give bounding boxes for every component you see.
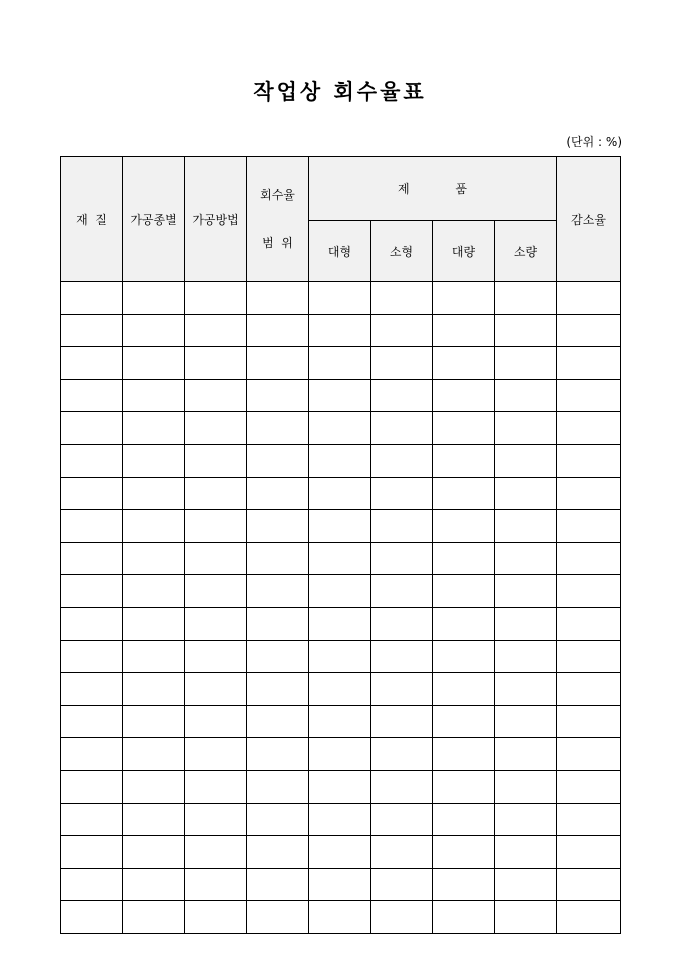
table-cell[interactable] xyxy=(61,314,123,347)
header-reduction-rate: 감소율 xyxy=(557,157,621,282)
table-cell[interactable] xyxy=(123,575,185,608)
table-cell[interactable] xyxy=(247,705,309,738)
table-cell[interactable] xyxy=(61,282,123,315)
table-cell[interactable] xyxy=(247,314,309,347)
table-cell[interactable] xyxy=(557,444,621,477)
table-cell[interactable] xyxy=(61,836,123,869)
table-cell[interactable] xyxy=(495,444,557,477)
table-cell[interactable] xyxy=(185,705,247,738)
table-cell[interactable] xyxy=(371,770,433,803)
table-cell[interactable] xyxy=(185,673,247,706)
table-row xyxy=(61,738,621,771)
table-cell[interactable] xyxy=(123,314,185,347)
table-cell[interactable] xyxy=(495,575,557,608)
table-cell[interactable] xyxy=(433,738,495,771)
table-cell[interactable] xyxy=(495,836,557,869)
table-cell[interactable] xyxy=(185,836,247,869)
table-cell[interactable] xyxy=(433,803,495,836)
table-cell[interactable] xyxy=(433,673,495,706)
table-cell[interactable] xyxy=(247,575,309,608)
table-cell[interactable] xyxy=(61,510,123,543)
table-cell[interactable] xyxy=(185,770,247,803)
table-cell[interactable] xyxy=(309,575,371,608)
table-cell[interactable] xyxy=(309,542,371,575)
table-cell[interactable] xyxy=(61,705,123,738)
table-cell[interactable] xyxy=(433,640,495,673)
table-cell[interactable] xyxy=(123,640,185,673)
table-cell[interactable] xyxy=(557,901,621,934)
table-cell[interactable] xyxy=(185,444,247,477)
table-row xyxy=(61,477,621,510)
table-row xyxy=(61,412,621,445)
table-cell[interactable] xyxy=(371,412,433,445)
table-cell[interactable] xyxy=(123,282,185,315)
header-product-large: 대형 xyxy=(309,221,371,282)
table-cell[interactable] xyxy=(495,412,557,445)
table-cell[interactable] xyxy=(371,901,433,934)
table-cell[interactable] xyxy=(123,477,185,510)
table-cell[interactable] xyxy=(371,444,433,477)
table-cell[interactable] xyxy=(557,705,621,738)
table-cell[interactable] xyxy=(557,314,621,347)
table-cell[interactable] xyxy=(123,738,185,771)
table-cell[interactable] xyxy=(123,901,185,934)
table-cell[interactable] xyxy=(433,901,495,934)
table-row xyxy=(61,575,621,608)
table-cell[interactable] xyxy=(309,640,371,673)
table-cell[interactable] xyxy=(247,770,309,803)
table-cell[interactable] xyxy=(371,379,433,412)
table-row xyxy=(61,770,621,803)
table-row xyxy=(61,901,621,934)
table-cell[interactable] xyxy=(557,347,621,380)
table-cell[interactable] xyxy=(371,510,433,543)
table-cell[interactable] xyxy=(61,738,123,771)
unit-label: (단위 : %) xyxy=(566,135,622,149)
table-cell[interactable] xyxy=(309,314,371,347)
table-cell[interactable] xyxy=(309,412,371,445)
header-recovery-range xyxy=(247,157,309,282)
table-cell[interactable] xyxy=(371,705,433,738)
table-cell[interactable] xyxy=(247,868,309,901)
table-cell[interactable] xyxy=(123,705,185,738)
table-cell[interactable] xyxy=(433,770,495,803)
header-product: 제 품 xyxy=(309,157,557,221)
table-cell[interactable] xyxy=(557,607,621,640)
table-cell[interactable] xyxy=(309,510,371,543)
table-cell[interactable] xyxy=(309,705,371,738)
table-cell[interactable] xyxy=(309,444,371,477)
header-row-1 xyxy=(61,157,621,221)
table-row xyxy=(61,510,621,543)
table-cell[interactable] xyxy=(61,803,123,836)
table-cell[interactable] xyxy=(247,379,309,412)
table-cell[interactable] xyxy=(247,607,309,640)
table-cell[interactable] xyxy=(61,477,123,510)
table-row xyxy=(61,444,621,477)
table-cell[interactable] xyxy=(123,444,185,477)
table-cell[interactable] xyxy=(433,379,495,412)
table-cell[interactable] xyxy=(61,444,123,477)
table-cell[interactable] xyxy=(309,738,371,771)
table-cell[interactable] xyxy=(371,803,433,836)
table-cell[interactable] xyxy=(433,836,495,869)
table-cell[interactable] xyxy=(123,803,185,836)
table-cell[interactable] xyxy=(371,347,433,380)
table-row xyxy=(61,542,621,575)
table-cell[interactable] xyxy=(309,282,371,315)
table-cell[interactable] xyxy=(247,738,309,771)
table-row xyxy=(61,282,621,315)
table-cell[interactable] xyxy=(371,314,433,347)
table-cell[interactable] xyxy=(247,412,309,445)
header-product-lowqty: 소량 xyxy=(495,221,557,282)
table-cell[interactable] xyxy=(495,510,557,543)
table-cell[interactable] xyxy=(61,607,123,640)
table-cell[interactable] xyxy=(433,412,495,445)
page-title: 작업상 회수율표 xyxy=(253,79,427,104)
table-cell[interactable] xyxy=(61,640,123,673)
table-cell[interactable] xyxy=(309,868,371,901)
table-row xyxy=(61,640,621,673)
table-cell[interactable] xyxy=(495,738,557,771)
table-cell[interactable] xyxy=(185,607,247,640)
table-cell[interactable] xyxy=(557,510,621,543)
table-cell[interactable] xyxy=(247,803,309,836)
table-cell[interactable] xyxy=(433,347,495,380)
header-process-method: 가공방법 xyxy=(185,157,247,282)
table-cell[interactable] xyxy=(371,282,433,315)
table-cell[interactable] xyxy=(371,607,433,640)
table-cell[interactable] xyxy=(557,575,621,608)
table-cell[interactable] xyxy=(433,282,495,315)
table-cell[interactable] xyxy=(185,868,247,901)
table-cell[interactable] xyxy=(495,314,557,347)
table-cell[interactable] xyxy=(495,640,557,673)
table-cell[interactable] xyxy=(433,575,495,608)
table-cell[interactable] xyxy=(123,542,185,575)
table-cell[interactable] xyxy=(61,347,123,380)
table-cell[interactable] xyxy=(309,673,371,706)
table-cell[interactable] xyxy=(371,575,433,608)
table-cell[interactable] xyxy=(371,673,433,706)
table-cell[interactable] xyxy=(433,314,495,347)
table-cell[interactable] xyxy=(371,836,433,869)
table-cell[interactable] xyxy=(185,282,247,315)
table-cell[interactable] xyxy=(123,836,185,869)
table-cell[interactable] xyxy=(247,901,309,934)
table-cell[interactable] xyxy=(247,542,309,575)
table-cell[interactable] xyxy=(185,738,247,771)
table-cell[interactable] xyxy=(371,738,433,771)
table-cell[interactable] xyxy=(123,510,185,543)
table-cell[interactable] xyxy=(557,738,621,771)
table-cell[interactable] xyxy=(61,673,123,706)
header-recovery-range-line2: 범 위 xyxy=(262,236,293,250)
table-cell[interactable] xyxy=(185,347,247,380)
table-cell[interactable] xyxy=(185,542,247,575)
table-cell[interactable] xyxy=(433,510,495,543)
table-cell[interactable] xyxy=(309,901,371,934)
table-cell[interactable] xyxy=(495,607,557,640)
table-cell[interactable] xyxy=(61,868,123,901)
table-cell[interactable] xyxy=(371,477,433,510)
table-row xyxy=(61,314,621,347)
table-cell[interactable] xyxy=(495,347,557,380)
table-cell[interactable] xyxy=(495,901,557,934)
table-cell[interactable] xyxy=(557,868,621,901)
table-cell[interactable] xyxy=(371,868,433,901)
table-cell[interactable] xyxy=(185,575,247,608)
table-cell[interactable] xyxy=(185,477,247,510)
table-row xyxy=(61,803,621,836)
recovery-rate-table xyxy=(60,156,621,934)
table-cell[interactable] xyxy=(495,282,557,315)
table-cell[interactable] xyxy=(123,868,185,901)
table-cell[interactable] xyxy=(185,803,247,836)
table-cell[interactable] xyxy=(247,673,309,706)
table-row xyxy=(61,673,621,706)
table-cell[interactable] xyxy=(247,282,309,315)
table-row xyxy=(61,347,621,380)
table-cell[interactable] xyxy=(309,347,371,380)
table-cell[interactable] xyxy=(123,412,185,445)
table-body xyxy=(61,282,621,934)
table-cell[interactable] xyxy=(61,379,123,412)
table-cell[interactable] xyxy=(557,477,621,510)
table-row xyxy=(61,379,621,412)
table-cell[interactable] xyxy=(371,542,433,575)
table-row xyxy=(61,868,621,901)
table-cell[interactable] xyxy=(61,575,123,608)
table-cell[interactable] xyxy=(495,379,557,412)
table-cell[interactable] xyxy=(557,282,621,315)
table-cell[interactable] xyxy=(495,477,557,510)
table-cell[interactable] xyxy=(247,836,309,869)
table-cell[interactable] xyxy=(309,803,371,836)
table-cell[interactable] xyxy=(495,803,557,836)
table-cell[interactable] xyxy=(309,379,371,412)
table-cell[interactable] xyxy=(247,510,309,543)
table-cell[interactable] xyxy=(185,379,247,412)
table-cell[interactable] xyxy=(433,542,495,575)
table-cell[interactable] xyxy=(185,412,247,445)
table-cell[interactable] xyxy=(433,868,495,901)
table-cell[interactable] xyxy=(557,412,621,445)
table-cell[interactable] xyxy=(433,607,495,640)
table-cell[interactable] xyxy=(61,542,123,575)
table-cell[interactable] xyxy=(557,379,621,412)
table-cell[interactable] xyxy=(495,673,557,706)
table-cell[interactable] xyxy=(371,640,433,673)
table-cell[interactable] xyxy=(247,477,309,510)
table-row xyxy=(61,607,621,640)
table-cell[interactable] xyxy=(123,673,185,706)
table-cell[interactable] xyxy=(247,347,309,380)
table-cell[interactable] xyxy=(557,640,621,673)
table-cell[interactable] xyxy=(185,640,247,673)
table-cell[interactable] xyxy=(123,379,185,412)
table-cell[interactable] xyxy=(557,542,621,575)
table-cell[interactable] xyxy=(185,314,247,347)
table-cell[interactable] xyxy=(185,510,247,543)
table-cell[interactable] xyxy=(433,477,495,510)
header-material: 재 질 xyxy=(61,157,123,282)
header-recovery-range-line1: 회수율 xyxy=(260,188,295,202)
table-cell[interactable] xyxy=(309,477,371,510)
table-cell[interactable] xyxy=(61,901,123,934)
table-cell[interactable] xyxy=(123,770,185,803)
table-cell[interactable] xyxy=(433,444,495,477)
table-cell[interactable] xyxy=(495,770,557,803)
table-row xyxy=(61,705,621,738)
table-cell[interactable] xyxy=(309,607,371,640)
table-cell[interactable] xyxy=(495,868,557,901)
table-cell[interactable] xyxy=(123,347,185,380)
table-row xyxy=(61,836,621,869)
table-cell[interactable] xyxy=(185,901,247,934)
table-cell[interactable] xyxy=(433,705,495,738)
header-product-small: 소형 xyxy=(371,221,433,282)
table-cell[interactable] xyxy=(123,607,185,640)
table-cell[interactable] xyxy=(309,770,371,803)
table-cell[interactable] xyxy=(557,770,621,803)
table-cell[interactable] xyxy=(495,705,557,738)
table-cell[interactable] xyxy=(309,836,371,869)
table-cell[interactable] xyxy=(557,836,621,869)
table-cell[interactable] xyxy=(495,542,557,575)
header-process-type: 가공종별 xyxy=(123,157,185,282)
table-cell[interactable] xyxy=(247,444,309,477)
table-cell[interactable] xyxy=(557,673,621,706)
table-cell[interactable] xyxy=(61,770,123,803)
table-cell[interactable] xyxy=(61,412,123,445)
table-cell[interactable] xyxy=(557,803,621,836)
table-cell[interactable] xyxy=(247,640,309,673)
header-product-bulk: 대량 xyxy=(433,221,495,282)
